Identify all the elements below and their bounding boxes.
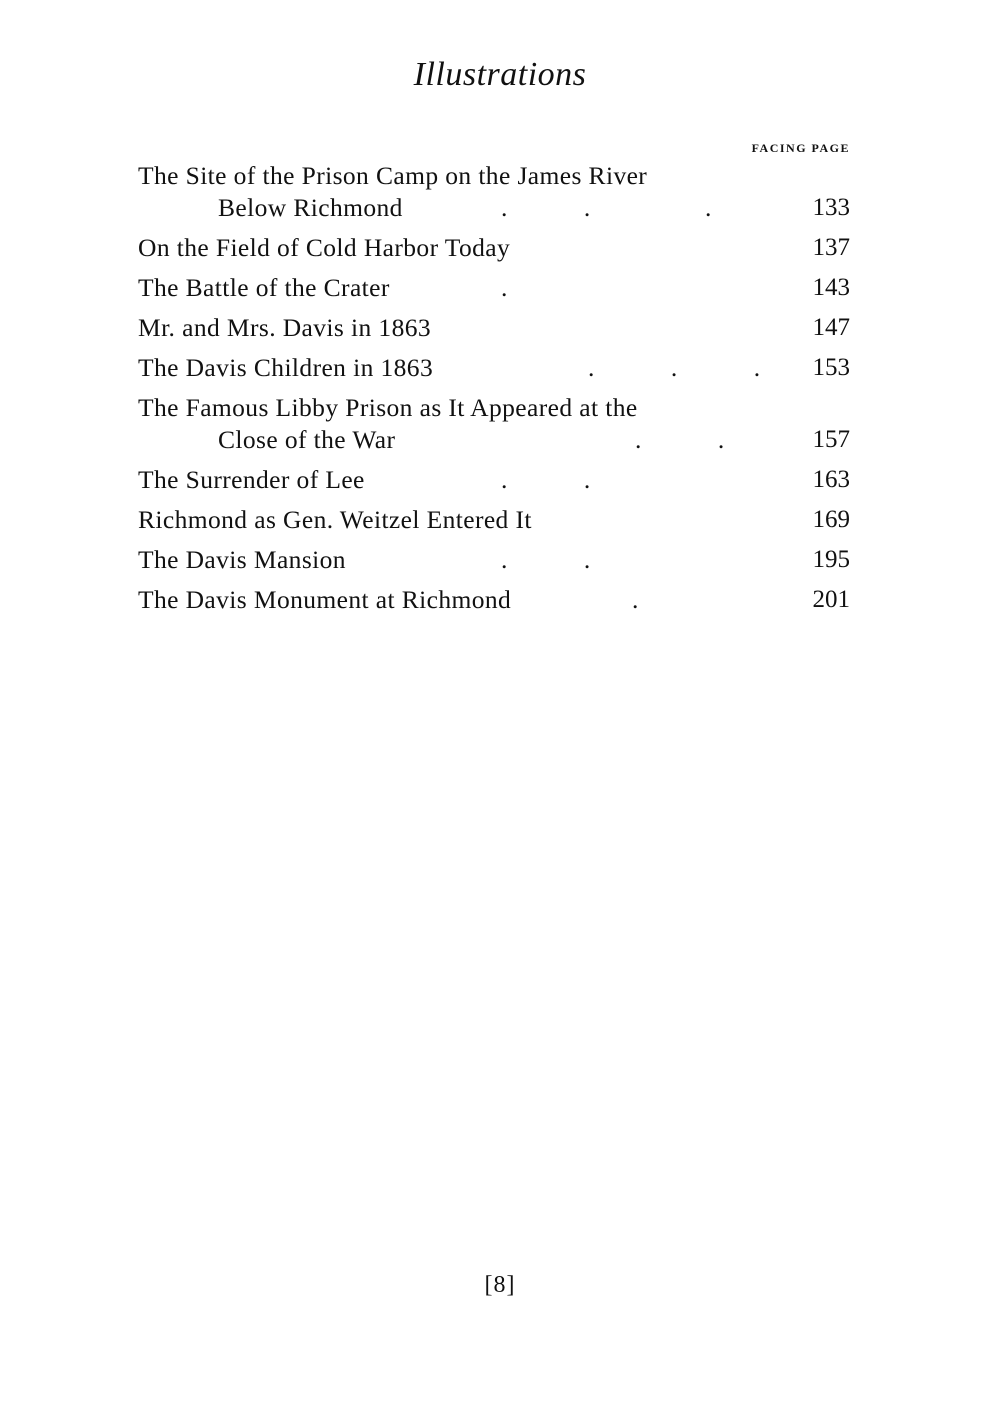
entry-page-number: 147 bbox=[812, 314, 850, 341]
list-item bbox=[138, 352, 850, 384]
leader-dots: . . . bbox=[501, 193, 712, 222]
leader-dots: . bbox=[501, 273, 508, 302]
list-item bbox=[138, 504, 850, 536]
page-title: Illustrations bbox=[413, 56, 587, 93]
entry-title: The Surrender of Lee bbox=[138, 465, 365, 494]
leader-dots: . . bbox=[635, 425, 725, 454]
list-item bbox=[138, 272, 850, 304]
entry-page-number: 157 bbox=[812, 426, 850, 453]
entry-title: The Davis Mansion bbox=[138, 545, 346, 574]
entry-title: Richmond as Gen. Weitzel Entered It bbox=[138, 505, 532, 534]
entry-page-number: 169 bbox=[812, 506, 850, 533]
entry-page-number: 137 bbox=[812, 234, 850, 261]
list-item bbox=[138, 160, 850, 224]
list-item bbox=[138, 544, 850, 576]
leader-dots: . . . bbox=[588, 353, 761, 382]
leader-dots: . . bbox=[501, 465, 591, 494]
list-item bbox=[138, 584, 850, 616]
page-folio: [8] bbox=[484, 1272, 516, 1298]
entry-page-number: 201 bbox=[812, 586, 850, 613]
entry-page-number: 143 bbox=[812, 274, 850, 301]
facing-page-column-header: FACING PAGE bbox=[751, 141, 850, 155]
entry-page-number: 163 bbox=[812, 466, 850, 493]
entry-title: The Davis Children in 1863 bbox=[138, 353, 434, 382]
leader-dots: . bbox=[632, 585, 639, 614]
entry-title-continued: Close of the War bbox=[218, 425, 396, 454]
list-item bbox=[138, 464, 850, 496]
entry-title: The Famous Libby Prison as It Appeared at the bbox=[138, 393, 638, 422]
entry-title-continued: Below Richmond bbox=[218, 193, 403, 222]
leader-dots: . . bbox=[501, 545, 591, 574]
entry-page-number: 153 bbox=[812, 354, 850, 381]
entry-title: The Battle of the Crater bbox=[138, 273, 390, 302]
list-item bbox=[138, 232, 850, 264]
list-item bbox=[138, 392, 850, 456]
entry-page-number: 195 bbox=[812, 546, 850, 573]
entry-title: The Site of the Prison Camp on the James River bbox=[138, 161, 648, 190]
entry-page-number: 133 bbox=[812, 194, 850, 221]
entry-title: The Davis Monument at Richmond bbox=[138, 585, 512, 614]
illustrations-list bbox=[138, 160, 850, 624]
list-item bbox=[138, 312, 850, 344]
entry-title: Mr. and Mrs. Davis in 1863 bbox=[138, 313, 432, 342]
entry-title: On the Field of Cold Harbor Today bbox=[138, 233, 511, 262]
